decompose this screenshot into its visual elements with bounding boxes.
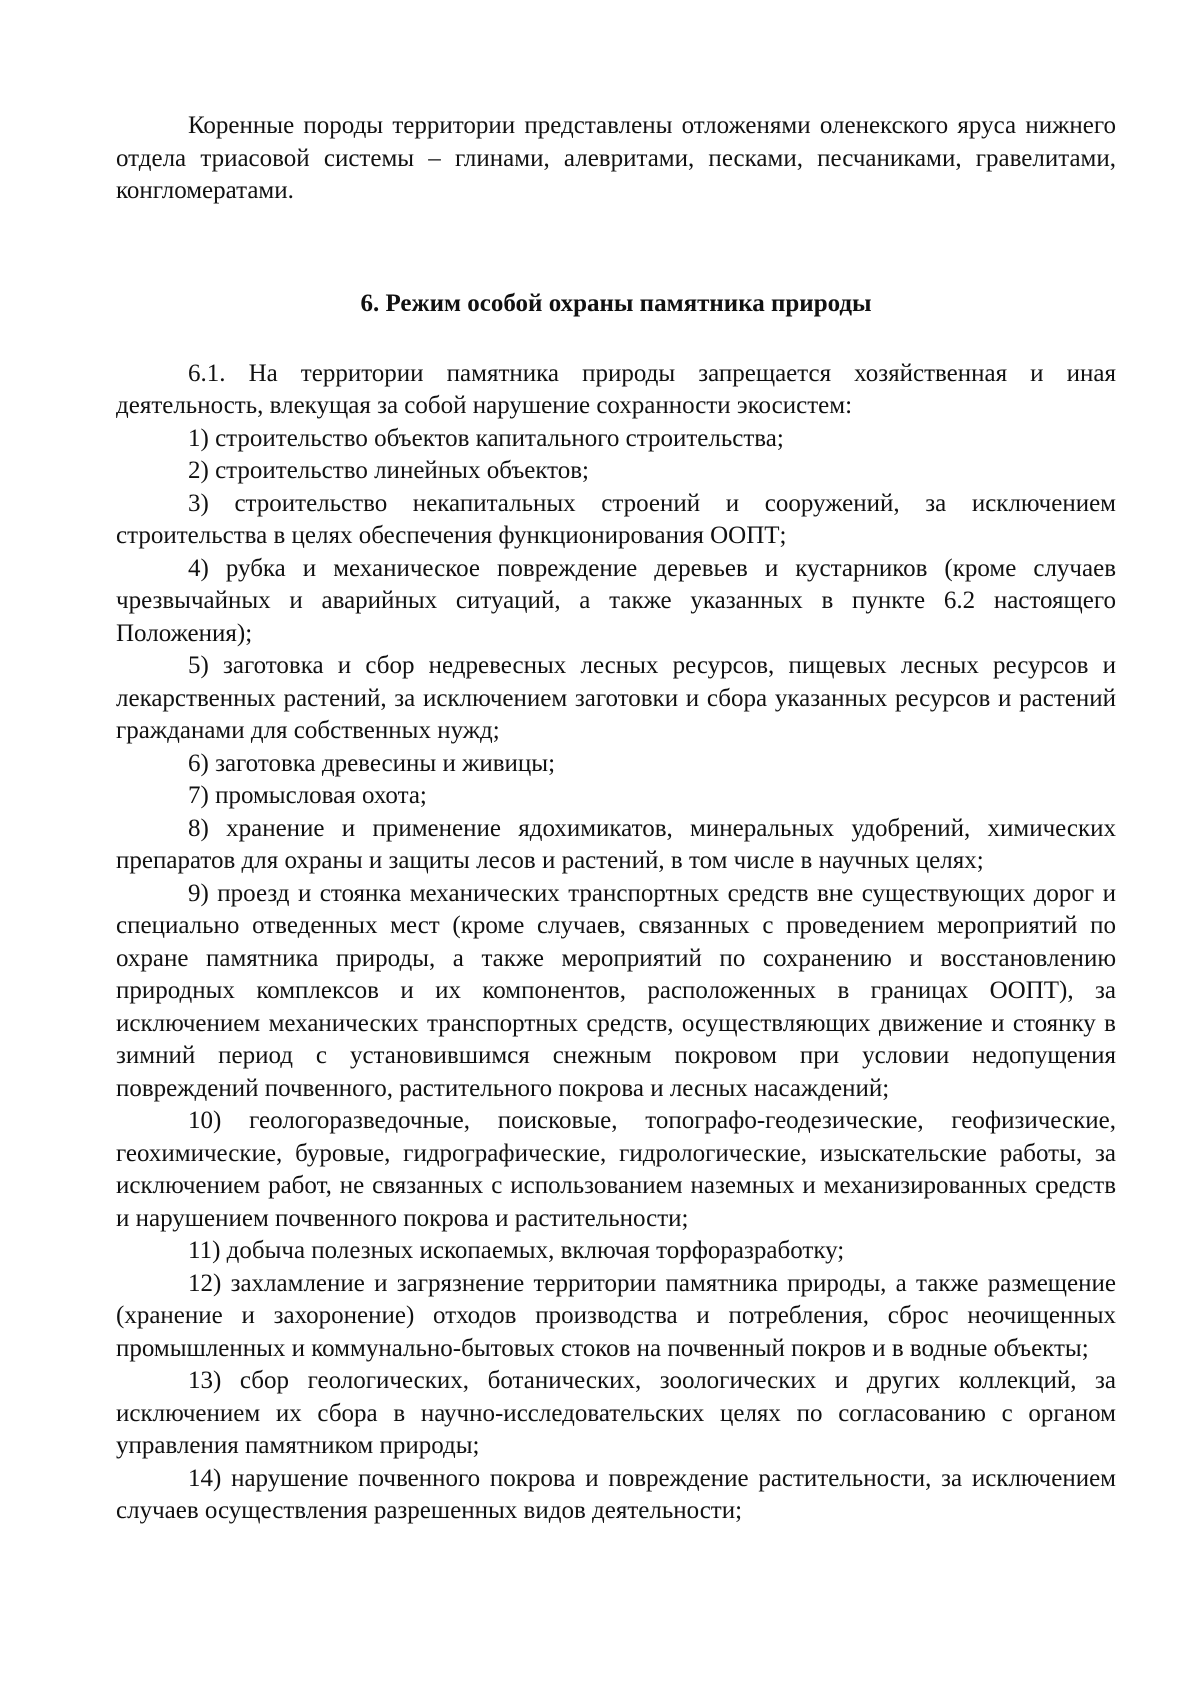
list-item-4: 4) рубка и механическое повреждение деревьев и кустарников (кроме случаев чрезвычайных и аварийных ситуаций, а также указанных в пункте 6.2 настоящего Положения);: [116, 554, 1116, 647]
list-item-7: 7) промысловая охота;: [188, 782, 427, 809]
intro-paragraph: Коренные породы территории представлены отложенями оленекского яруса нижнего отдела триасовой системы – глинами, алевритами, песками, песчаниками, гравелитами, конгломератами.: [116, 112, 1116, 204]
section-title: 6. Режим особой охраны памятника природы: [360, 289, 872, 317]
list-item-3: 3) строительство некапитальных строений и сооружений, за исключением строительства в целях обеспечения функционирования ООПТ;: [116, 489, 1116, 549]
document-page: [116, 110, 1116, 1528]
list-item-2: 2) строительство линейных объектов;: [188, 457, 590, 484]
list-item-10: 10) геологоразведочные, поисковые, топографо-геодезические, геофизические, геохимические, буровые, гидрографические, гидрологические, изыскательские работы, за исключением работ, не связанных с использованием наземных и механизированных средств и нарушением почвенного покрова и растительности;: [116, 1107, 1116, 1232]
list-item-8: 8) хранение и применение ядохимикатов, минеральных удобрений, химических препаратов для охраны и защиты лесов и растений, в том числе в научных целях;: [116, 814, 1116, 874]
list-item-5: 5) заготовка и сбор недревесных лесных ресурсов, пищевых лесных ресурсов и лекарственных растений, за исключением заготовки и сбора указанных ресурсов и растений гражданами для собственных нужд;: [116, 652, 1116, 744]
list-item-13: 13) сбор геологических, ботанических, зоологических и других коллекций, за исключением их сбора в научно-исследовательских целях по согласованию с органом управления памятником природы;: [116, 1367, 1116, 1459]
list-item-11: 11) добыча полезных ископаемых, включая торфоразработку;: [188, 1237, 845, 1264]
list-item-9: 9) проезд и стоянка механических транспортных средств вне существующих дорог и специально отведенных мест (кроме случаев, связанных с проведением мероприятий по охране памятника природы, а также мероприятий по сохранению и восстановлению природных комплексов и их компонентов, расположенных в границах ООПТ), за исключением механических транспортных средств, осуществляющих движение и стоянку в зимний период с установившимся снежным покровом при условии недопущения повреждений почвенного, растительного покрова и лесных насаждений;: [116, 879, 1116, 1102]
list-item-12: 12) захламление и загрязнение территории памятника природы, а также размещение (хранение и захоронение) отходов производства и потребления, сброс неочищенных промышленных и коммунально-бытовых стоков на почвенный покров и в водные объекты;: [116, 1269, 1116, 1362]
list-item-14: 14) нарушение почвенного покрова и повреждение растительности, за исключением случаев осуществления разрешенных видов деятельности;: [116, 1464, 1116, 1524]
list-item-1: 1) строительство объектов капитального строительства;: [188, 424, 784, 452]
list-item-6: 6) заготовка древесины и живицы;: [188, 749, 556, 777]
clause-6-1: 6.1. На территории памятника природы запрещается хозяйственная и иная деятельность, влекущая за собой нарушение сохранности экосистем:: [116, 359, 1116, 419]
